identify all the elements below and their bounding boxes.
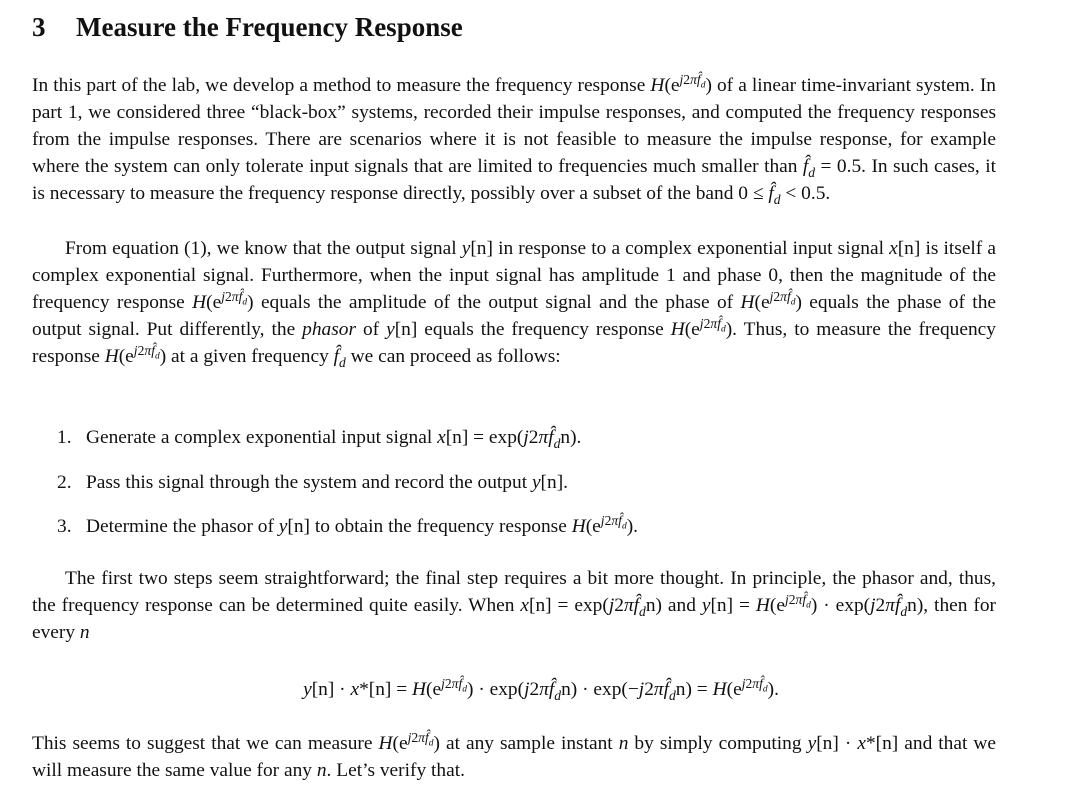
list-item: [32, 469, 996, 496]
procedure-steps: [32, 424, 996, 558]
step-text: Generate a complex exponential input signal $x[n] = \exp(j2\pi f̂_dn)$.: [86, 427, 582, 451]
paragraph-conclusion: This seems to suggest that we can measure $H(e^{j2\pi f̂_d})$ at any sample instant n by simply computing y[n] · x*[n] and that we will measure the same value for any n. Let’s verify that.: [32, 729, 996, 781]
list-item: [32, 513, 996, 540]
paragraph-intro: In this part of the lab, we develop a method to measure the frequency response $H(e^{j2\pi f̂_d})$ of a linear time-invariant system. In part 1, we considered three “black-box” systems, recorded their impulse responses, and computed the frequency responses from the impulse responses. There are scenarios where it is not feasible to measure the impulse response, for example where the system can only tolerate input signals that are limited to frequencies much smaller than $f̂_d = 0.5$. In such cases, it is necessary to measure the frequency response directly, possibly over a subset of the band $0 \le f̂_d < 0.5$.: [32, 71, 996, 207]
section-title: Measure the Frequency Response: [76, 12, 463, 42]
step-number: 3.: [57, 516, 72, 537]
step-number: 2.: [57, 471, 72, 493]
step-text: Determine the phasor of y[n] to obtain the frequency response $H(e^{j2\pi f̂_d})$.: [86, 512, 639, 537]
paragraph-derivation: The first two steps seem straightforward; the final step requires a bit more thought. In principle, the phasor and, thus, the frequency response can be determined quite easily. When $x[n] = \exp(j2\pi f̂_dn)$ and $y[n] = H(e^{j2\pi f̂_d})$ · $\exp(j2\pi f̂_dn)$, then for every n: [32, 568, 996, 643]
display-equation: $y[n] \cdot x*[n] = H(e^{j2\pi f̂_d})$ · $\exp(j2\pi f̂_dn)$ · $\exp(-j2\pi f̂_dn) = H(e^{j2\pi f̂_d})$.: [303, 675, 779, 703]
section-heading: [32, 12, 463, 43]
section-number: 3: [32, 12, 46, 42]
step-text: Pass this signal through the system and record the output y[n].: [86, 471, 569, 493]
paragraph-phasor: From equation (1), we know that the output signal y[n] in response to a complex exponential input signal x[n] is itself a complex exponential signal. Furthermore, when the input signal has amplitude 1 and phase 0, then the magnitude of the frequency response $H(e^{j2\pi f̂_d})$ equals the amplitude of the output signal and the phase of $H(e^{j2\pi f̂_d})$ equals the phase of the output signal. Put differently, the phasor of y[n] equals the frequency response $H(e^{j2\pi f̂_d})$. Thus, to measure the frequency response $H(e^{j2\pi f̂_d})$ at a given frequency $f̂_d$ we can proceed as follows:: [32, 238, 997, 370]
step-number: 1.: [57, 427, 72, 448]
list-item: [32, 424, 996, 451]
